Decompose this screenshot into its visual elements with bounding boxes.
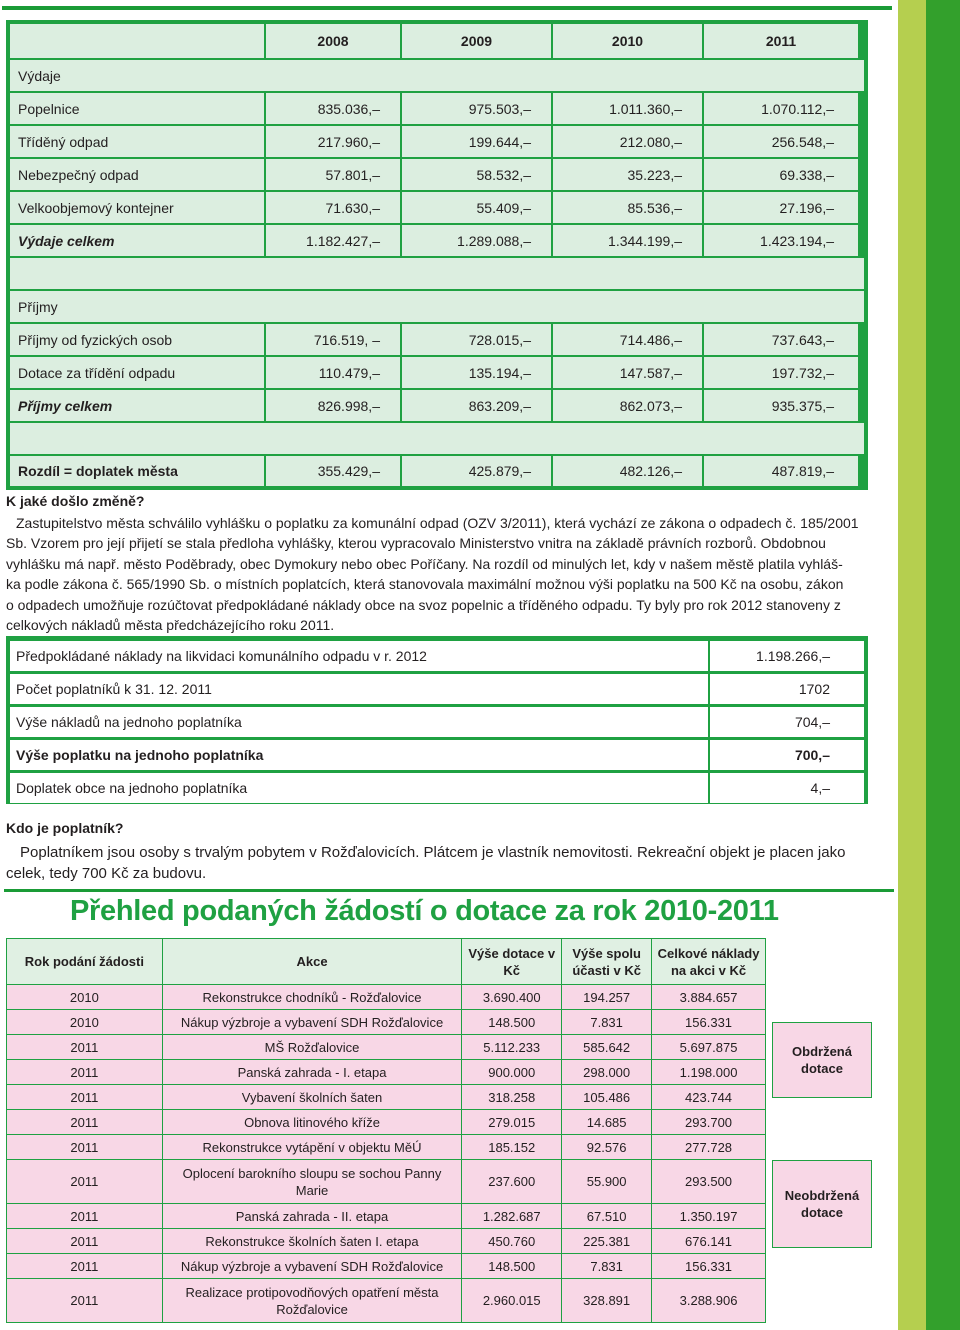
income-total-row: Příjmy celkem 826.998,– 863.209,– 862.073,– 935.375,– (10, 390, 864, 421)
year-header: 2009 (402, 24, 551, 58)
table-header-row (10, 24, 864, 58)
table-row: 2011 Realizace protipovodňových opatření města Rožďalovice 2.960.015 328.891 3.288.906 (7, 1279, 766, 1323)
table-row: Dotace za třídění odpadu 110.479,– 135.194,– 147.587,– 197.732,– (10, 357, 864, 388)
table-row: Výše nákladů na jednoho poplatníka 704,– (10, 707, 864, 737)
income-heading-row (10, 291, 864, 322)
table-row: 2011 Vybavení školních šaten 318.258 105.486 423.744 (7, 1085, 766, 1110)
table-row: 2011 Rekonstrukce vytápění v objektu MěÚ 185.152 92.576 277.728 (7, 1135, 766, 1160)
grants-title: Přehled podaných žádostí o dotace za rok 2010-2011 (70, 895, 779, 927)
table-row: Tříděný odpad 217.960,– 199.644,– 212.080,– 256.548,– (10, 126, 864, 157)
table-row: 2010 Rekonstrukce chodníků - Rožďalovice 3.690.400 194.257 3.884.657 (7, 985, 766, 1010)
top-rule (2, 6, 892, 10)
table-row: Popelnice 835.036,– 975.503,– 1.011.360,– 1.070.112,– (10, 93, 864, 124)
year-header: 2010 (553, 24, 702, 58)
fee-calculation-table (6, 636, 868, 804)
table-row: 2011 Nákup výzbroje a vybavení SDH Rožďalovice 148.500 7.831 156.331 (7, 1254, 766, 1279)
table-row: 2011 Obnova litinového kříže 279.015 14.685 293.700 (7, 1110, 766, 1135)
waste-costs-table (6, 20, 868, 490)
table-row: 2010 Nákup výzbroje a vybavení SDH Rožďalovice 148.500 7.831 156.331 (7, 1010, 766, 1035)
table-row: 2011 Rekonstrukce školních šaten I. etapa 450.760 225.381 676.141 (7, 1229, 766, 1254)
table-row: Nebezpečný odpad 57.801,– 58.532,– 35.223,– 69.338,– (10, 159, 864, 190)
year-header: 2008 (266, 24, 400, 58)
table-row: 2011 Panská zahrada - II. etapa 1.282.687 67.510 1.350.197 (7, 1204, 766, 1229)
table-row: Počet poplatníků k 31. 12. 2011 1702 (10, 674, 864, 704)
table-row: 2011 Oplocení barokního sloupu se sochou Panny Marie 237.600 55.900 293.500 (7, 1160, 766, 1204)
payer-paragraph: Poplatníkem jsou osoby s trvalým pobytem v Rožďalovicích. Plátcem je vlastník nemovitosti. Rekreační objekt je placen jako celek, tedy 700 Kč za budovu. (6, 844, 846, 882)
table-row: 2011 MŠ Rožďalovice 5.112.233 585.642 5.697.875 (7, 1035, 766, 1060)
not-received-grant-label: Neobdržená dotace (772, 1160, 872, 1248)
payer-heading: Kdo je poplatník? (6, 820, 124, 836)
income-heading: Příjmy (10, 291, 864, 322)
table-row: Předpokládané náklady na likvidaci komunálního odpadu v r. 2012 1.198.266,– (10, 641, 864, 671)
section-rule (4, 889, 894, 892)
received-grant-label: Obdržená dotace (772, 1022, 872, 1098)
expenses-heading: Výdaje (10, 60, 864, 91)
expenses-heading-row (10, 60, 864, 91)
year-header: 2011 (704, 24, 858, 58)
table-row: Doplatek obce na jednoho poplatníka 4,– (10, 773, 864, 803)
decorative-stripe-dark (926, 0, 960, 1330)
spacer-row (10, 258, 864, 289)
spacer-row (10, 423, 864, 454)
table-row: Velkoobjemový kontejner 71.630,– 55.409,– 85.536,– 27.196,– (10, 192, 864, 223)
table-row: 2011 Panská zahrada - I. etapa 900.000 298.000 1.198.000 (7, 1060, 766, 1085)
table-row: Výše poplatku na jednoho poplatníka 700,– (10, 740, 864, 770)
grants-table (6, 938, 766, 1323)
change-paragraph: Zastupitelstvo města schválilo vyhlášku o poplatku za komunální odpad (OZV 3/2011), která vychází ze zákona o odpadech č. 185/2001 Sb. Vzorem pro její přijetí se stala předloha vyhlášky, kterou vypracovalo Ministerstvo vnitra na základě právních rozborů. Obdobnou vyhlášku má např. město Poděbrady, obec Dymokury nebo obec Poříčany. Na rozdíl od minulých let, kdy v našem městě platila vyhláš- ka podle zákona č. 565/1990 Sb. o místních poplatcích, která stanovovala maximální možnou výši poplatku na 500 Kč na osobu, zákon o odpadech umožňuje rozúčtovat předpokládané náklady obce na svoz popelnic a tříděného odpadu. Ty byly pro rok 2012 stanoveny z celkových nákladů města předcházejícího roku 2011. (6, 515, 859, 634)
table-header-row: Rok podání žádosti Akce Výše dotace v Kč Výše spolu účasti v Kč Celkové náklady na akci v Kč (7, 939, 766, 985)
expenses-total-row: Výdaje celkem 1.182.427,– 1.289.088,– 1.344.199,– 1.423.194,– (10, 225, 864, 256)
table-row: Příjmy od fyzických osob 716.519, – 728.015,– 714.486,– 737.643,– (10, 324, 864, 355)
change-heading: K jaké došlo změně? (6, 493, 145, 509)
difference-row: Rozdíl = doplatek města 355.429,– 425.879,– 482.126,– 487.819,– (10, 456, 864, 486)
